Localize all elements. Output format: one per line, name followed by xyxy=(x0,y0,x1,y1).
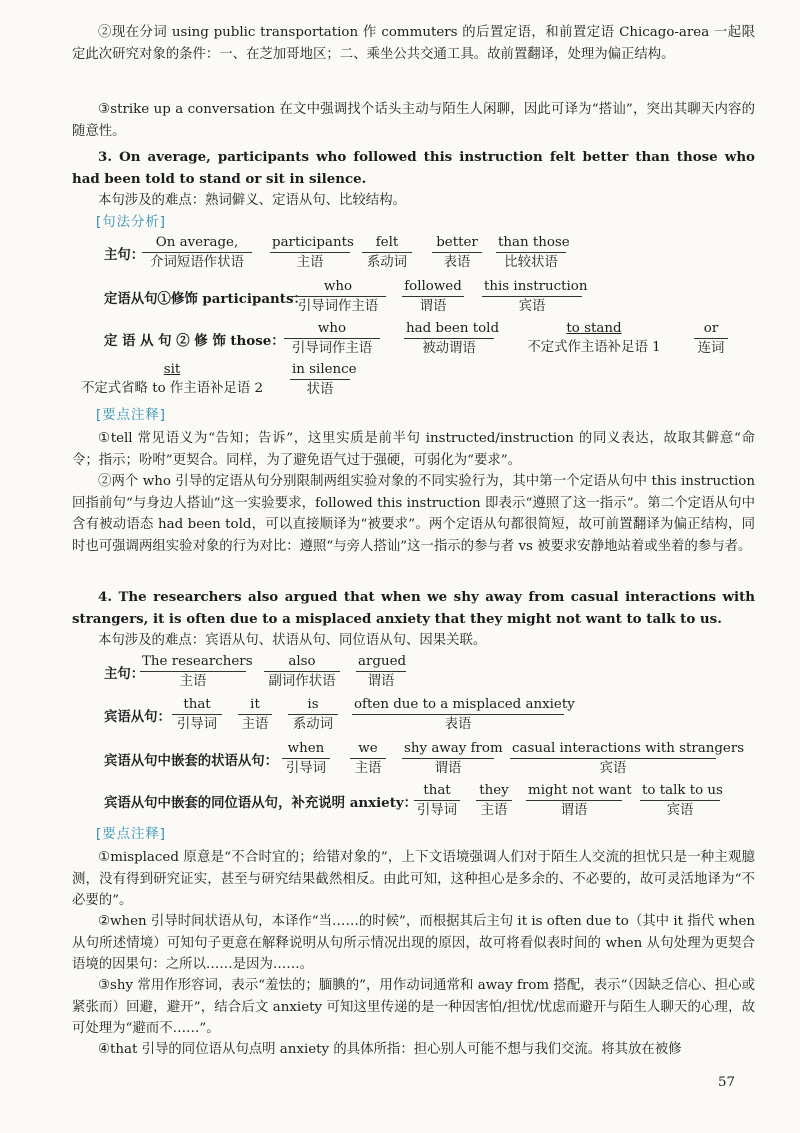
sentence-3-note-1: ①tell 常见语义为“告知；告诉”，这里实质是前半句 instructed/instruction 的同义表达，故取其僻意“命令；指示；吩咐”更契合。同样，为了避免语气过于强硬，可弱化为“要求”。 xyxy=(72,431,755,468)
diagram-label: 宾语从句： xyxy=(104,709,171,725)
diagram-cell: this instruction 宾语 xyxy=(484,279,588,314)
sentence-4-heading: 4. The researchers also argued that when we shy away from casual interactions with strangers, it is often due to a misplaced anxiety that they might not want to talk to us. xyxy=(72,589,755,627)
key-notes-tag-1: [要点注释] xyxy=(96,408,167,423)
diagram-cell: argued 谓语 xyxy=(358,654,407,689)
diagram-s3-rel2 xyxy=(0,320,800,360)
diagram-label: 宾语从句中嵌套的状语从句： xyxy=(104,753,279,769)
sentence-3-note-2: ②两个 who 引导的定语从句分别限制两组实验对象的不同实验行为，其中第一个定语从句中 this instruction 回指前句“与身边人搭讪”这一实验要求，followed this instruction 即表示“遵照了这一指示”。第二个定语从句中含有被动语态 had been told，可以直接顺译为“被要求”。两个定语从句都很简短，故可前置翻译为偏正结构，同时也可强调两组实验对象的行为对比：遵照“与旁人搭讪”这一指示的参与者 vs 被要求安静地站着或坐着的参与者。 xyxy=(72,474,755,554)
diagram-cell: who 引导词作主语 xyxy=(284,320,380,358)
diagram-label: 主句： xyxy=(104,666,145,682)
diagram-s4-adverbial-clause xyxy=(0,740,800,780)
diagram-s4-object-clause xyxy=(0,696,800,736)
diagram-label: 宾语从句中嵌套的同位语从句，补充说明 anxiety： xyxy=(104,795,418,811)
diagram-cell: might not want 谓语 xyxy=(528,783,632,818)
page-number: 57 xyxy=(718,1075,736,1090)
diagram-s3-rel1 xyxy=(0,278,800,318)
sentence-3-heading: 3. On average, participants who followed this instruction felt better than those who had been told to stand or sit in silence. xyxy=(72,149,755,187)
diagram-cell: had been told 被动谓语 xyxy=(406,321,500,356)
diagram-cell: often due to a misplaced anxiety 表语 xyxy=(354,697,575,732)
diagram-s4-main xyxy=(0,653,800,693)
syntax-analysis-tag: [句法分析] xyxy=(96,215,167,230)
diagram-cell: that 引导词 xyxy=(172,696,222,734)
diagram-cell: is 系动词 xyxy=(288,696,338,734)
diagram-cell: to talk to us 宾语 xyxy=(642,783,723,818)
diagram-label: 定 语 从 句 ② 修 饰 those： xyxy=(104,333,285,349)
diagram-cell: On average, 介词短语作状语 xyxy=(142,234,252,272)
diagram-cell: followed 谓语 xyxy=(402,278,464,316)
sentence-4-note-4: ④that 引导的同位语从句点明 anxiety 的具体所指：担心别人可能不想与我们交流。将其放在被修 xyxy=(98,1042,682,1057)
key-notes-tag-2: [要点注释] xyxy=(96,827,167,842)
paragraph-note-3: ③strike up a conversation 在文中强调找个话头主动与陌生人闲聊，因此可译为“搭讪”，突出其聊天内容的随意性。 xyxy=(72,102,755,139)
diagram-cell: felt 系动词 xyxy=(362,234,412,272)
diagram-cell: when 引导词 xyxy=(282,740,330,778)
diagram-cell: casual interactions with strangers 宾语 xyxy=(512,741,745,776)
diagram-s3-rel2-continued xyxy=(0,361,800,401)
diagram-label: 主句： xyxy=(104,247,145,263)
diagram-cell: shy away from 谓语 xyxy=(404,741,503,776)
diagram-cell: that 引导词 xyxy=(414,782,460,820)
sentence-4-difficulties: 本句涉及的难点：宾语从句、状语从句、同位语从句、因果关联。 xyxy=(98,633,487,648)
diagram-cell: sit 不定式省略 to 作主语补足语 2 xyxy=(80,362,264,396)
sentence-4-note-3: ③shy 常用作形容词，表示“羞怯的；腼腆的”，用作动词通常和 away from 搭配，表示“（因缺乏信心、担心或紧张而）回避，避开”，结合后文 anxiety 可知这里传递的是一种因害怕/担忧/忧虑而避开与陌生人聊天的心理，故可处理为“避而不……”。 xyxy=(72,978,755,1036)
diagram-cell: it 主语 xyxy=(238,696,272,734)
sentence-4-note-2: ②when 引导时间状语从句，本译作“当……的时候”，而根据其后主句 it is often due to（其中 it 指代 when 从句所述情境）可知句子更意在解释说明从句所示情况出现的原因，故可将看似表时间的 when 从句处理为更契合语境的因果句：之所以……是因为……。 xyxy=(72,914,755,972)
diagram-s4-appositive-clause xyxy=(0,782,800,822)
diagram-cell: or 连词 xyxy=(694,320,728,358)
diagram-cell: also 副词作状语 xyxy=(264,653,340,691)
diagram-cell: we 主语 xyxy=(350,740,386,778)
paragraph-note-2: ②现在分词 using public transportation 作 commuters 的后置定语，和前置定语 Chicago-area 一起限定此次研究对象的条件：一、在芝加哥地区；二、乘坐公共交通工具。故前置翻译，处理为偏正结构。 xyxy=(72,25,755,62)
sentence-4-note-1: ①misplaced 原意是“不合时宜的；给错对象的”，上下文语境强调人们对于陌生人交流的担忧只是一种主观臆测，没有得到研究证实，甚至与研究结果截然相反。由此可知，这种担心是多余的、不必要的，故可灵活地译为“不必要的”。 xyxy=(72,850,755,908)
sentence-3-difficulties: 本句涉及的难点：熟词僻义、定语从句、比较结构。 xyxy=(98,193,406,208)
diagram-cell: in silence 状语 xyxy=(292,362,357,397)
diagram-cell: who 引导词作主语 xyxy=(290,278,386,316)
diagram-cell: than those 比较状语 xyxy=(498,235,570,270)
diagram-s3-main xyxy=(0,234,800,274)
diagram-label: 定语从句①修饰 participants： xyxy=(104,291,307,307)
diagram-cell: to stand 不定式作主语补足语 1 xyxy=(527,321,661,355)
diagram-cell: The researchers 主语 xyxy=(142,654,253,689)
diagram-cell: they 主语 xyxy=(476,782,512,820)
diagram-cell: participants 主语 xyxy=(272,235,354,270)
diagram-cell: better 表语 xyxy=(432,234,482,272)
